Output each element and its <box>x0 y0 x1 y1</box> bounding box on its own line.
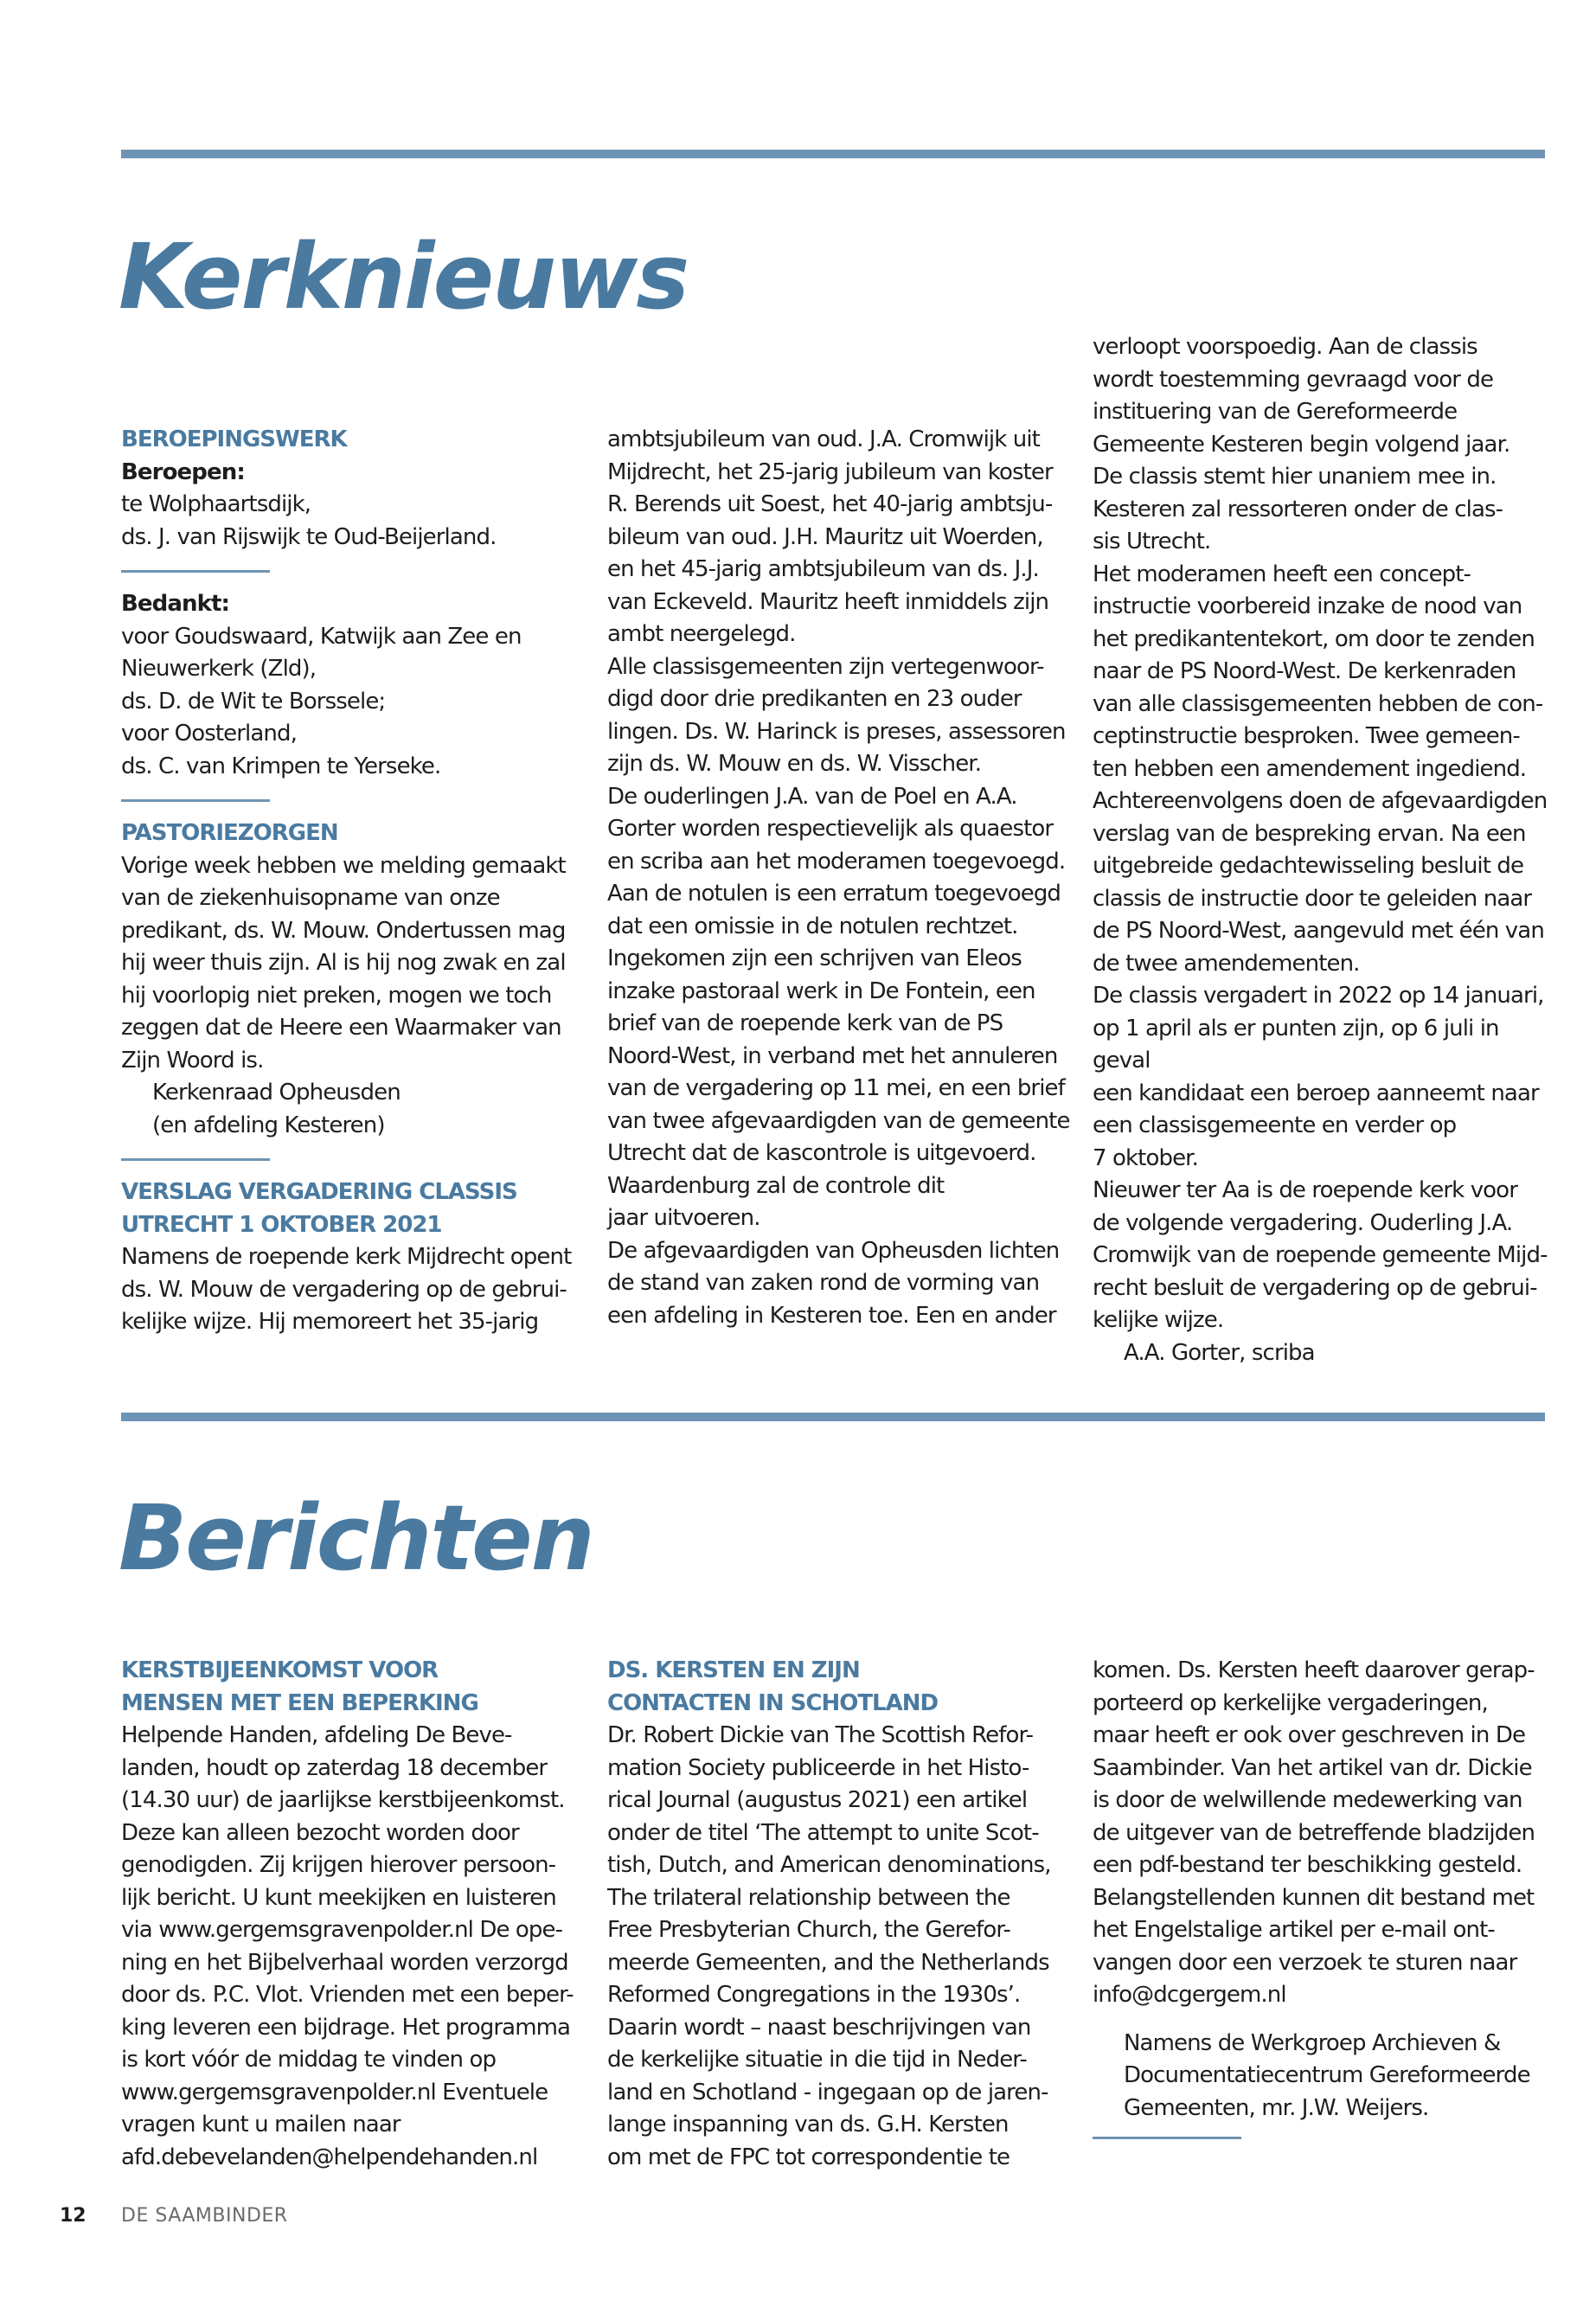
text-line: via www.gergemsgravenpolder.nl De ope- <box>121 1917 563 1943</box>
text-line: predikant, ds. W. Mouw. Ondertussen mag <box>121 917 566 944</box>
text-line: zeggen dat de Heere een Waarmaker van <box>121 1015 561 1041</box>
text-line: hij weer thuis zijn. Al is hij nog zwak en zal <box>121 950 566 976</box>
verslag-text-part-2 <box>607 424 1070 1332</box>
text-line: kelijke wijze. <box>1093 1307 1224 1333</box>
text-line: de stand van zaken rond de vorming van <box>607 1270 1040 1296</box>
kerstbijeenkomst-text <box>121 1720 584 2174</box>
text-line: Vorige week hebben we melding gemaakt <box>121 852 566 879</box>
text-line: Utrecht dat de kascontrole is uitgevoerd. <box>607 1140 1036 1166</box>
text-line: maar heeft er ook over geschreven in De <box>1093 1722 1526 1748</box>
text-line: Achtereenvolgens doen de afgevaardigden <box>1093 788 1548 814</box>
text-line: Nieuwerkerk (Zld), <box>121 656 317 682</box>
text-line: een pdf-bestand ter beschikking gesteld. <box>1093 1852 1522 1878</box>
berichten-column-1 <box>121 1655 584 2174</box>
text-line: Gemeenten, mr. J.W. Weijers. <box>1124 2094 1429 2121</box>
kerknieuws-column-1 <box>121 424 584 1339</box>
text-line: en scriba aan het moderamen toegevoegd. <box>607 848 1066 875</box>
text-line: vragen kunt u mailen naar <box>121 2112 401 2138</box>
text-line: door ds. P.C. Vlot. Vrienden met een beper- <box>121 1982 574 2008</box>
text-line: classis de instructie door te geleiden naar <box>1093 885 1532 912</box>
text-line: Zijn Woord is. <box>121 1047 264 1074</box>
text-line: KERSTBIJEENKOMST VOOR <box>121 1657 439 1683</box>
kerknieuws-column-2 <box>607 424 1070 1332</box>
text-line: brief van de roepende kerk van de PS <box>607 1010 1003 1036</box>
text-line: een kandidaat een beroep aanneemt naar <box>1093 1080 1539 1106</box>
text-line: kelijke wijze. Hij memoreert het 35-jarig <box>121 1309 539 1335</box>
text-line: het predikantentekort, om door te zenden <box>1093 625 1535 652</box>
text-line: afd.debevelanden@helpendehanden.nl <box>121 2144 538 2170</box>
text-line: van twee afgevaardigden van de gemeente <box>607 1107 1070 1134</box>
text-line: is door de welwillende medewerking van <box>1093 1787 1522 1813</box>
text-line: verloopt voorspoedig. Aan de classis <box>1093 334 1477 360</box>
heading-kersten-schotland <box>607 1655 1070 1720</box>
text-line: ceptinstructie besproken. Twee gemeen- <box>1093 723 1520 749</box>
text-line: Waardenburg zal de controle dit <box>607 1172 945 1199</box>
text-line: de volgende vergadering. Ouderling J.A. <box>1093 1209 1513 1236</box>
text-line: MENSEN MET EEN BEPERKING <box>121 1689 478 1716</box>
text-line: ambtsjubileum van oud. J.A. Cromwijk uit <box>607 426 1040 452</box>
text-line: mation Society publiceerde in het Histo- <box>607 1754 1029 1781</box>
text-line: Deze kan alleen bezocht worden door <box>121 1819 519 1846</box>
kersten-signature <box>1093 2028 1555 2125</box>
text-line: meerde Gemeenten, and the Netherlands <box>607 1949 1049 1976</box>
text-line: De ouderlingen J.A. van de Poel en A.A. <box>607 783 1017 810</box>
heading-pastoriezorgen: PASTORIEZORGEN <box>121 820 338 846</box>
top-rule-berichten <box>121 1413 1545 1421</box>
text-line: de twee amendementen. <box>1093 950 1360 977</box>
text-line: The trilateral relationship between the <box>607 1884 1010 1911</box>
kersten-text-part-1 <box>607 1720 1070 2174</box>
text-line: ning en het Bijbelverhaal worden verzorgd <box>121 1949 568 1976</box>
text-line: het Engelstalige artikel per e-mail ont- <box>1093 1917 1495 1943</box>
beroepen-label: Beroepen: <box>121 458 245 485</box>
text-line: wordt toestemming gevraagd voor de <box>1093 366 1494 393</box>
text-line: de uitgever van de betreffende bladzijden <box>1093 1819 1535 1846</box>
text-line: Alle classisgemeenten zijn vertegenwoor- <box>607 653 1044 680</box>
text-line: 7 oktober. <box>1093 1144 1198 1171</box>
text-line: www.gergemsgravenpolder.nl Eventuele <box>121 2079 548 2106</box>
text-line: Nieuwer ter Aa is de roepende kerk voor <box>1093 1177 1517 1203</box>
text-line: voor Goudswaard, Katwijk aan Zee en <box>121 623 522 650</box>
text-line: Dr. Robert Dickie van The Scottish Refor- <box>607 1722 1034 1748</box>
text-line: recht besluit de vergadering op de gebrui- <box>1093 1274 1537 1301</box>
text-line: De classis stemt hier unaniem mee in. <box>1093 464 1497 490</box>
text-line: De classis vergadert in 2022 op 14 januari, <box>1093 983 1544 1009</box>
text-line: king leveren een bijdrage. Het programma <box>121 2014 571 2041</box>
text-line: bileum van oud. J.H. Mauritz uit Woerden, <box>607 523 1043 550</box>
text-line: ambt neergelegd. <box>607 621 796 647</box>
text-line: Helpende Handen, afdeling De Beve- <box>121 1722 512 1748</box>
bedankt-label: Bedankt: <box>121 591 230 617</box>
text-line: landen, houdt op zaterdag 18 december <box>121 1754 548 1781</box>
text-line: jaar uitvoeren. <box>607 1205 760 1231</box>
short-divider <box>1093 2137 1241 2139</box>
heading-kerstbijeenkomst <box>121 1655 584 1720</box>
text-line: verslag van de bespreking ervan. Na een <box>1093 820 1526 847</box>
short-divider <box>121 570 270 573</box>
text-line: UTRECHT 1 OKTOBER 2021 <box>121 1211 442 1238</box>
bedankt-text <box>121 621 584 784</box>
text-line: Gemeente Kesteren begin volgend jaar. <box>1093 431 1510 458</box>
text-line: Namens de roepende kerk Mijdrecht opent <box>121 1244 572 1270</box>
text-line: rical Journal (augustus 2021) een artikel <box>607 1787 1028 1813</box>
text-line: ten hebben een amendement ingediend. <box>1093 755 1527 782</box>
text-line: van Eckeveld. Mauritz heeft inmiddels zijn <box>607 588 1049 615</box>
heading-beroepingswerk: BEROEPINGSWERK <box>121 426 347 452</box>
text-line: Documentatiecentrum Gereformeerde <box>1124 2062 1530 2088</box>
berichten-column-2 <box>607 1655 1070 2174</box>
text-line: inzake pastoraal werk in De Fontein, een <box>607 977 1035 1004</box>
text-line: ds. D. de Wit te Borssele; <box>121 688 386 715</box>
text-line: porteerd op kerkelijke vergaderingen, <box>1093 1689 1488 1716</box>
text-line: Namens de Werkgroep Archieven & <box>1124 2029 1501 2056</box>
text-line: sis Utrecht. <box>1093 529 1211 554</box>
text-line: Mijdrecht, het 25-jarig jubileum van koster <box>607 458 1053 485</box>
text-line: van alle classisgemeenten hebben de con- <box>1093 690 1543 717</box>
top-rule-kerknieuws <box>121 150 1545 158</box>
text-line: naar de PS Noord-West. De kerkenraden <box>1093 658 1516 684</box>
text-line: om met de FPC tot correspondentie te <box>607 2144 1010 2170</box>
text-line: DS. KERSTEN EN ZIJN <box>607 1657 860 1683</box>
text-line: voor Oosterland, <box>121 721 297 747</box>
text-line: te Wolphaartsdijk, <box>121 491 311 517</box>
short-divider <box>121 799 270 802</box>
text-line: CONTACTEN IN SCHOTLAND <box>607 1689 939 1716</box>
section-title-berichten: Berichten <box>119 1485 593 1591</box>
text-line: De afgevaardigden van Opheusden lichten <box>607 1237 1060 1264</box>
spacer <box>1093 2012 1555 2028</box>
text-line: is kort vóór de middag te vinden op <box>121 2047 497 2073</box>
beroepen-text <box>121 489 584 554</box>
text-line: instructie voorbereid inzake de nood van <box>1093 593 1522 619</box>
text-line: de PS Noord-West, aangevuld met één van <box>1093 918 1544 944</box>
text-line: zijn ds. W. Mouw en ds. W. Visscher. <box>607 751 982 777</box>
pastoriezorgen-text <box>121 850 584 1078</box>
kerknieuws-column-3 <box>1093 331 1555 1369</box>
heading-verslag-classis <box>121 1176 584 1241</box>
text-line: (14.30 uur) de jaarlijkse kerstbijeenkomst. <box>121 1787 565 1813</box>
text-line: ds. W. Mouw de vergadering op de gebrui- <box>121 1276 567 1303</box>
text-line: Cromwijk van de roepende gemeente Mijd- <box>1093 1242 1548 1268</box>
text-line: de kerkelijke situatie in die tijd in Neder- <box>607 2047 1027 2073</box>
text-line: Noord-West, in verband met het annuleren <box>607 1042 1058 1069</box>
publication-name: DE SAAMBINDER <box>121 2205 288 2227</box>
text-line: Reformed Congregations in the 1930s’. <box>607 1982 1021 2008</box>
text-line: ds. C. van Krimpen te Yerseke. <box>121 753 441 779</box>
text-line: lange inspanning van ds. G.H. Kersten <box>607 2112 1009 2138</box>
text-line: Ingekomen zijn een schrijven van Eleos <box>607 945 1022 971</box>
text-line: Free Presbyterian Church, the Gerefor- <box>607 1917 1010 1943</box>
text-line: hij voorlopig niet preken, mogen we toch <box>121 982 552 1009</box>
text-line: genodigden. Zij krijgen hierover persoon- <box>121 1852 556 1878</box>
text-line: een afdeling in Kesteren toe. Een en ander <box>607 1302 1056 1329</box>
verslag-text-part-1 <box>121 1241 584 1339</box>
text-line: Aan de notulen is een erratum toegevoegd <box>607 881 1061 907</box>
verslag-text-part-3 <box>1093 331 1555 1337</box>
berichten-column-3 <box>1093 1655 1555 2155</box>
text-line: vangen door een verzoek te sturen naar <box>1093 1949 1517 1976</box>
verslag-signature: A.A. Gorter, scriba <box>1124 1339 1315 1366</box>
text-line: van de ziekenhuisopname van onze <box>121 885 500 911</box>
text-line: lijk bericht. U kunt meekijken en luisteren <box>121 1884 556 1911</box>
text-line: Saambinder. Van het artikel van dr. Dickie <box>1093 1754 1532 1781</box>
text-line: Belangstellenden kunnen dit bestand met <box>1093 1884 1535 1911</box>
text-line: ds. J. van Rijswijk te Oud-Beijerland. <box>121 523 497 550</box>
text-line: en het 45-jarig ambtsjubileum van ds. J.J. <box>607 556 1039 582</box>
text-line: van de vergadering op 11 mei, en een brief <box>607 1075 1065 1101</box>
text-line: tish, Dutch, and American denominations, <box>607 1852 1051 1878</box>
text-line: R. Berends uit Soest, het 40-jarig ambtsju- <box>607 491 1053 517</box>
text-line: onder de titel ‘The attempt to unite Scot- <box>607 1819 1039 1846</box>
text-line: land en Schotland - ingegaan op de jaren- <box>607 2079 1048 2106</box>
text-line: (en afdeling Kesteren) <box>152 1112 385 1138</box>
text-line: uitgebreide gedachtewisseling besluit de <box>1093 853 1524 879</box>
text-line: Gorter worden respectievelijk als quaestor <box>607 816 1054 842</box>
text-line: digd door drie predikanten en 23 ouder <box>607 686 1022 712</box>
text-line: info@dcgergem.nl <box>1093 1982 1286 2008</box>
pastoriezorgen-signature <box>121 1077 584 1142</box>
kersten-text-part-2 <box>1093 1655 1555 2012</box>
text-line: dat een omissie in de notulen rechtzet. <box>607 913 1018 939</box>
text-line: lingen. Ds. W. Harinck is preses, assessoren <box>607 718 1066 745</box>
page-number: 12 <box>60 2205 87 2227</box>
text-line: Het moderamen heeft een concept- <box>1093 561 1471 587</box>
text-line: komen. Ds. Kersten heeft daarover gerap- <box>1093 1657 1535 1683</box>
text-line: op 1 april als er punten zijn, op 6 juli in geval <box>1093 1015 1499 1074</box>
section-title-kerknieuws: Kerknieuws <box>119 224 689 330</box>
short-divider <box>121 1158 270 1161</box>
text-line: Kesteren zal ressorteren onder de clas- <box>1093 496 1503 522</box>
text-line: instituering van de Gereformeerde <box>1093 399 1458 425</box>
text-line: VERSLAG VERGADERING CLASSIS <box>121 1179 517 1205</box>
text-line: Daarin wordt – naast beschrijvingen van <box>607 2014 1031 2041</box>
text-line: een classisgemeente en verder op <box>1093 1112 1457 1138</box>
text-line: Kerkenraad Opheusden <box>152 1080 401 1106</box>
